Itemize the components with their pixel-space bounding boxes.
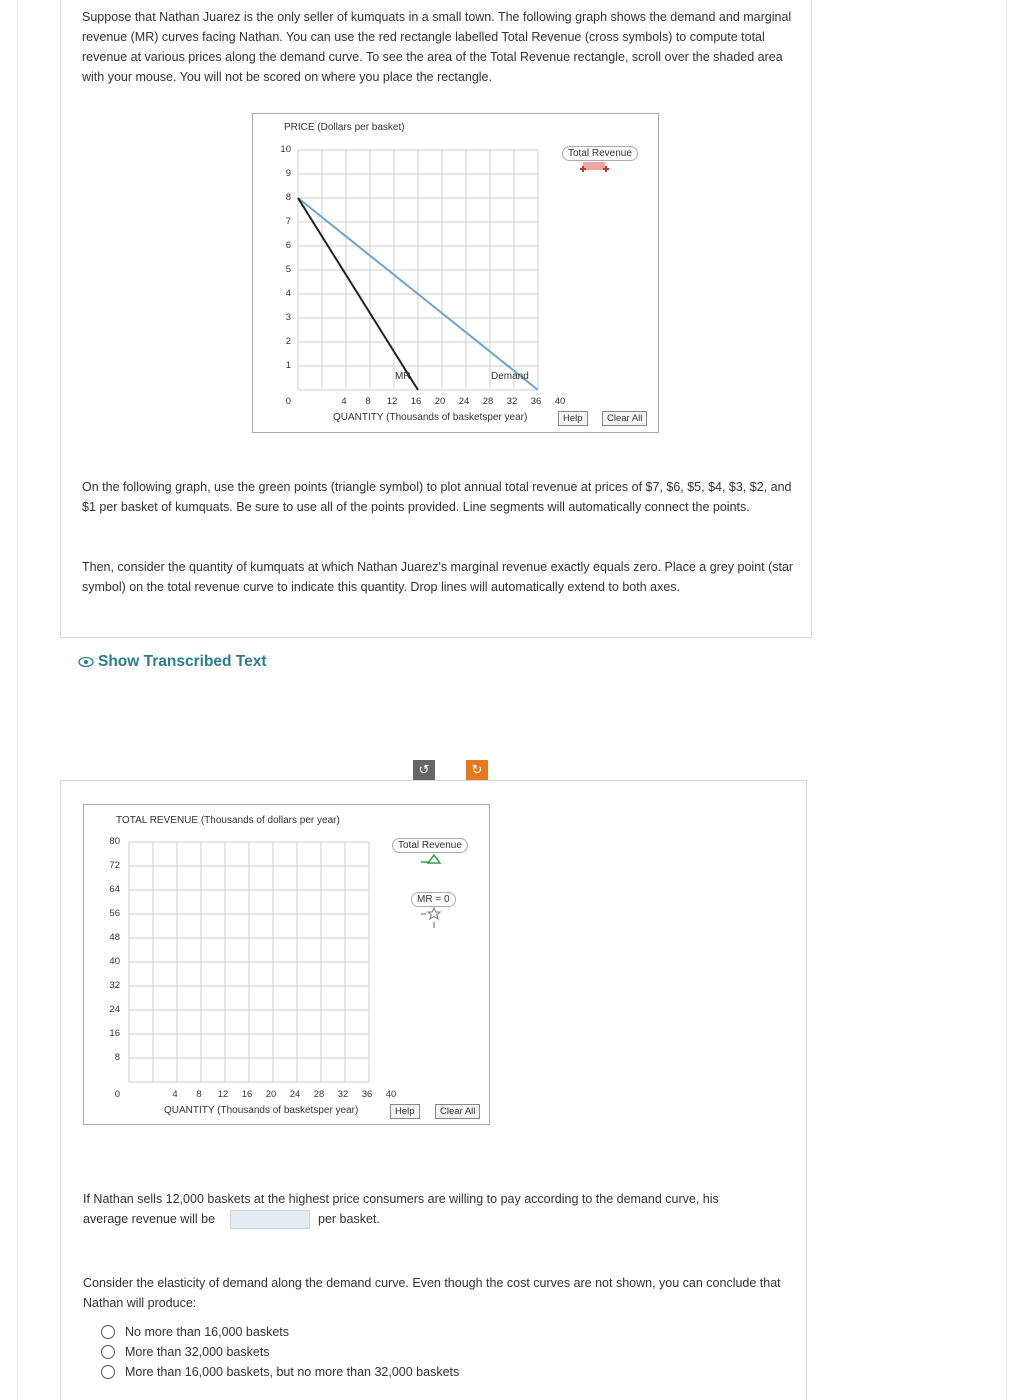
price-tick-label: 4 (285, 288, 291, 299)
revenue-tick-label: 32 (109, 980, 120, 991)
quantity-axis-title-2: QUANTITY (Thousands of basketsper year) (164, 1105, 359, 1116)
demand-graph-panel[interactable] (252, 113, 659, 433)
quantity-tick-label-2: 24 (289, 1089, 301, 1100)
revenue-tick-label: 80 (109, 836, 120, 847)
price-tick-label: 7 (285, 216, 291, 227)
price-tick-label: 3 (285, 312, 291, 323)
quantity-tick-label-2: 28 (313, 1089, 325, 1100)
price-tick-label: 5 (285, 264, 291, 275)
clear-all-button-2[interactable]: Clear All (435, 1104, 480, 1119)
option-more-than-32000[interactable] (101, 1345, 270, 1359)
help-button-2[interactable]: Help (390, 1104, 420, 1119)
show-transcribed-text-link[interactable] (78, 653, 267, 671)
demand-curve-label: Demand (491, 371, 529, 382)
radio-button[interactable] (101, 1365, 115, 1379)
revenue-tick-label: 64 (109, 884, 120, 895)
option-label: More than 16,000 baskets, but no more than 32,000 baskets (125, 1365, 460, 1379)
quantity-tick-label: 40 (554, 396, 566, 407)
revenue-tick-label: 40 (109, 956, 120, 967)
quantity-tick-label: 24 (458, 396, 470, 407)
price-tick-label: 10 (280, 144, 291, 155)
mr-zero-legend: MR = 0 (411, 892, 456, 907)
quantity-tick-label: 36 (530, 396, 542, 407)
origin-label: 0 (285, 396, 291, 407)
total-revenue-rectangle-tool[interactable] (575, 161, 615, 175)
avg-revenue-text-2b: per basket. (318, 1212, 380, 1226)
price-tick-label: 1 (285, 360, 291, 371)
avg-revenue-text-1: If Nathan sells 12,000 baskets at the highest price consumers are willing to pay according to the demand curve, his (83, 1192, 719, 1206)
quantity-tick-label: 8 (365, 396, 371, 407)
elasticity-question: Consider the elasticity of demand along the demand curve. Even though the cost curves are not shown, you can conclude that Nathan will produce: (83, 1276, 781, 1310)
show-transcribed-text-label: Show Transcribed Text (98, 653, 267, 670)
price-tick-label: 8 (285, 192, 291, 203)
quantity-tick-label: 28 (482, 396, 494, 407)
option-label: No more than 16,000 baskets (125, 1325, 289, 1339)
eye-icon (78, 656, 94, 668)
instruction-plot-tr: On the following graph, use the green points (triangle symbol) to plot annual total revenue at prices of $7, $6, $5, $4, $3, $2, and $1 per basket of kumquats. Be sure to use all of the points provided. Line segments will automatically connect the points. (82, 480, 792, 514)
quantity-tick-label: 12 (386, 396, 398, 407)
price-axis-title: PRICE (Dollars per basket) (284, 122, 405, 133)
revenue-tick-label: 24 (109, 1004, 120, 1015)
quantity-tick-label-2: 4 (172, 1089, 178, 1100)
tr-axis-title: TOTAL REVENUE (Thousands of dollars per year) (116, 815, 340, 826)
quantity-tick-label: 4 (341, 396, 347, 407)
intro-text: Suppose that Nathan Juarez is the only seller of kumquats in a small town. The following graph shows the demand and marginal revenue (MR) curves facing Nathan. You can use the red rectangle labelled Total Revenue (cross symbols) to compute total revenue at various prices along the demand curve. To see the area of the Total Revenue rectangle, scroll over the shaded area with your mouse. You will not be scored on where you place the rectangle. (82, 10, 792, 84)
quantity-tick-label: 16 (410, 396, 422, 407)
quantity-tick-label: 32 (506, 396, 518, 407)
price-tick-label: 9 (285, 168, 291, 179)
quantity-tick-label-2: 40 (385, 1089, 397, 1100)
reset-icon[interactable]: ↻ (466, 760, 488, 780)
instruction-mr-zero: Then, consider the quantity of kumquats at which Nathan Juarez's marginal revenue exactly equals zero. Place a grey point (star symbol) on the total revenue curve to indicate this quantity. Drop lines will automatically extend to both axes. (82, 560, 794, 594)
option-no-more-than-16000[interactable] (101, 1325, 289, 1339)
star-icon (428, 908, 440, 919)
quantity-tick-label-2: 36 (361, 1089, 373, 1100)
option-label: More than 32,000 baskets (125, 1345, 270, 1359)
quantity-tick-label-2: 12 (217, 1089, 229, 1100)
quantity-tick-label: 20 (434, 396, 446, 407)
average-revenue-input[interactable] (230, 1210, 310, 1229)
quantity-tick-label-2: 16 (241, 1089, 253, 1100)
clear-all-button[interactable]: Clear All (602, 411, 647, 426)
radio-button[interactable] (101, 1325, 115, 1339)
radio-button[interactable] (101, 1345, 115, 1359)
revenue-tick-label: 72 (109, 860, 120, 871)
option-between-16000-32000[interactable] (101, 1365, 459, 1379)
triangle-icon (428, 855, 440, 863)
quantity-tick-label-2: 20 (265, 1089, 277, 1100)
total-revenue-legend: Total Revenue (562, 146, 638, 161)
revenue-tick-label: 16 (109, 1028, 120, 1039)
revenue-tick-label: 56 (109, 908, 120, 919)
revenue-tick-label: 48 (109, 932, 120, 943)
star-point-tool[interactable] (420, 907, 444, 931)
total-revenue-graph-panel[interactable] (83, 804, 490, 1125)
quantity-tick-label-2: 32 (337, 1089, 349, 1100)
mr-curve-label: MR (395, 371, 411, 382)
total-revenue-legend-2: Total Revenue (392, 838, 468, 853)
price-tick-label: 2 (285, 336, 291, 347)
undo-icon[interactable]: ↺ (413, 760, 435, 780)
avg-revenue-text (83, 1189, 793, 1209)
quantity-tick-label-2: 8 (196, 1089, 202, 1100)
revenue-tick-label: 8 (114, 1052, 120, 1063)
quantity-axis-title: QUANTITY (Thousands of basketsper year) (333, 412, 528, 423)
grid-lines-2 (129, 842, 369, 1082)
triangle-point-tool[interactable] (420, 853, 446, 865)
help-button[interactable]: Help (558, 411, 588, 426)
grid-lines (298, 150, 538, 390)
price-tick-label: 6 (285, 240, 291, 251)
origin-label-2: 0 (114, 1089, 120, 1100)
avg-revenue-text-2a: average revenue will be (83, 1212, 216, 1226)
